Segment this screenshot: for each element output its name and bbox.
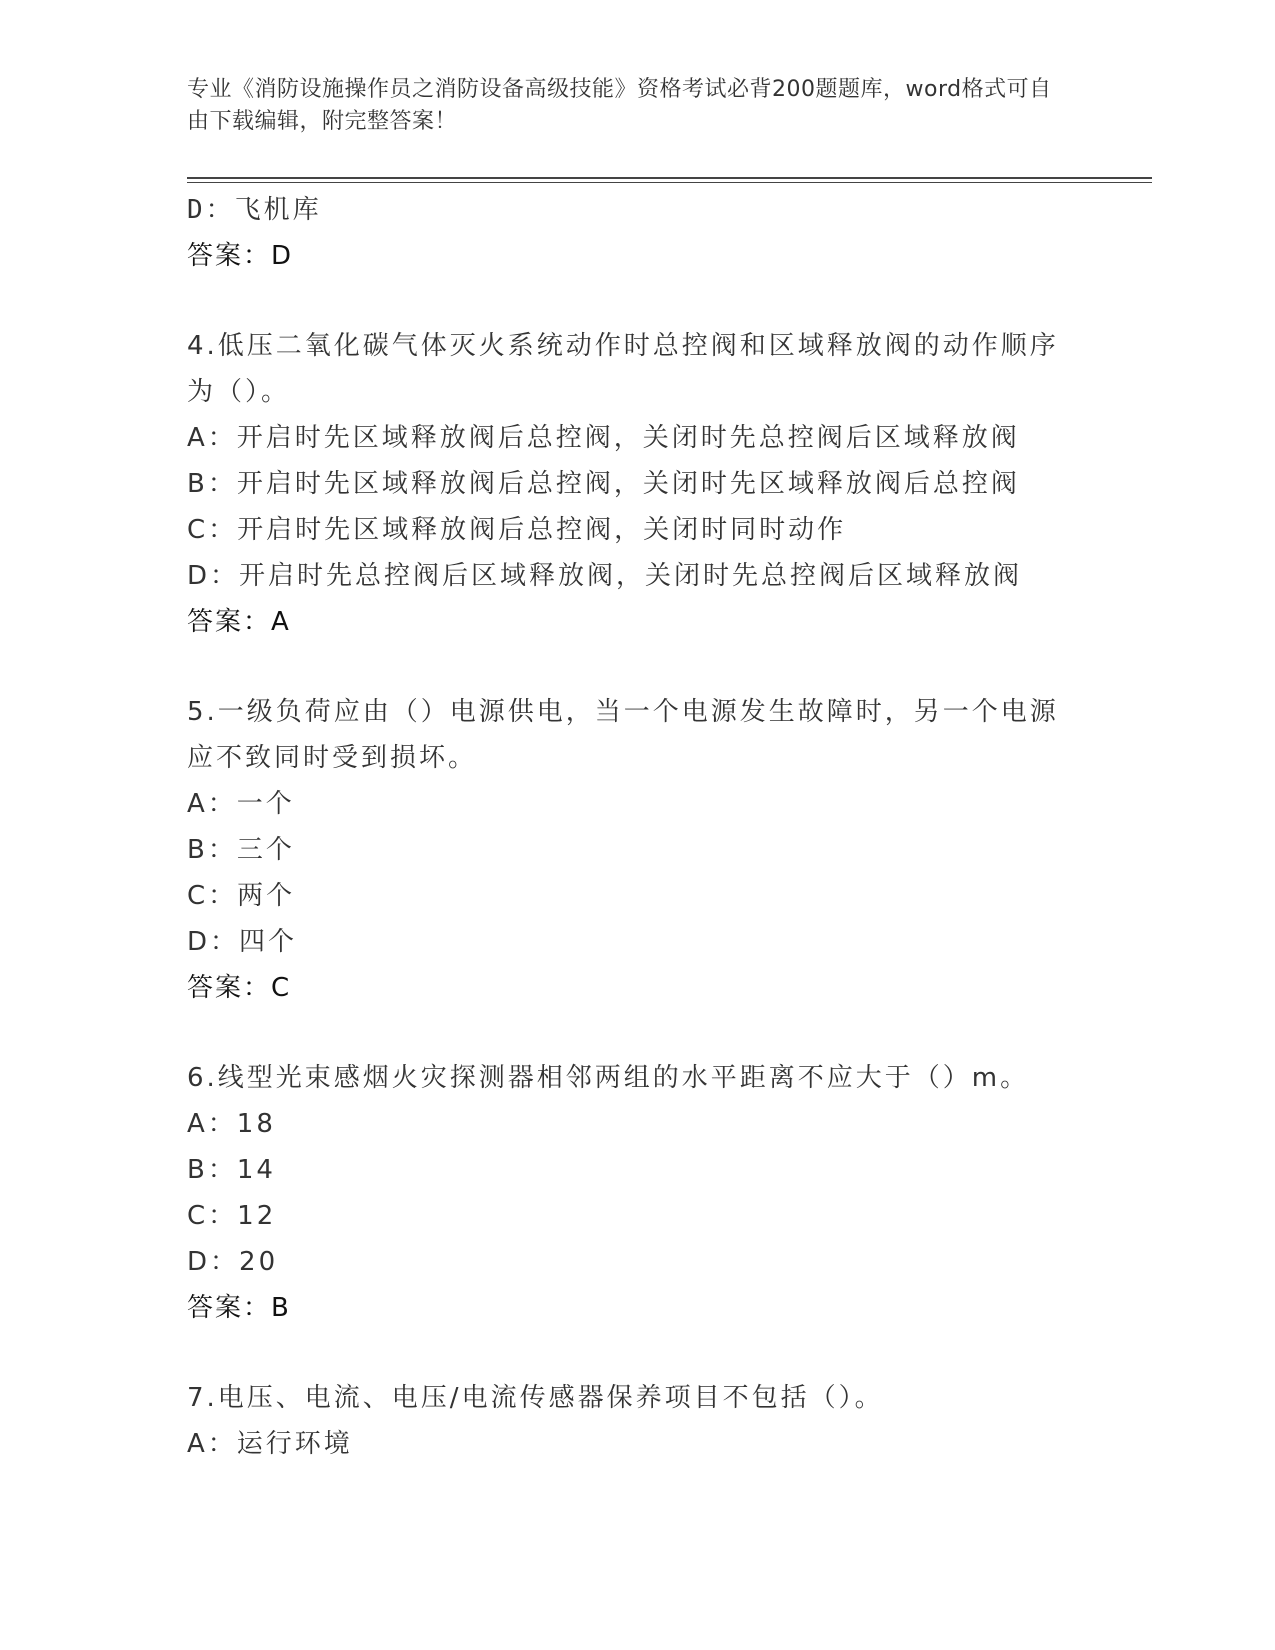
question-stem: 6.线型光束感烟火灾探测器相邻两组的水平距离不应大于（）m。 <box>187 1063 1030 1093</box>
question-6 <box>187 1055 1067 1331</box>
option-b: B：开启时先区域释放阀后总控阀，关闭时先区域释放阀后总控阀 <box>187 469 1020 499</box>
question-stem: 4.低压二氧化碳气体灭火系统动作时总控阀和区域释放阀的动作顺序为（）。 <box>187 331 1059 407</box>
option-c: C：开启时先区域释放阀后总控阀，关闭时同时动作 <box>187 515 847 545</box>
question-stem: 5.一级负荷应由（）电源供电，当一个电源发生故障时，另一个电源应不致同时受到损坏。 <box>187 697 1059 773</box>
question-4 <box>187 323 1067 645</box>
answer: 答案：C <box>187 973 292 1003</box>
option-c: C：12 <box>187 1201 277 1231</box>
option-a: A：一个 <box>187 789 295 819</box>
answer: 答案：A <box>187 607 291 637</box>
question-stem: 7.电压、电流、电压/电流传感器保养项目不包括（）。 <box>187 1383 884 1413</box>
option-a: A：运行环境 <box>187 1429 353 1459</box>
question-list <box>187 187 1067 1511</box>
answer: 答案：B <box>187 1293 291 1323</box>
question-3-tail <box>187 187 1067 279</box>
question-5 <box>187 689 1067 1011</box>
header-rule-thick <box>187 177 1152 179</box>
option-a: A：18 <box>187 1109 276 1139</box>
question-7 <box>187 1375 1067 1467</box>
option-d: D：飞机库 <box>187 195 322 225</box>
answer: 答案：D <box>187 241 294 271</box>
option-d: D：四个 <box>187 927 298 957</box>
option-d: D：开启时先总控阀后区域释放阀，关闭时先总控阀后区域释放阀 <box>187 561 1023 591</box>
option-b: B：14 <box>187 1155 276 1185</box>
header-rule-thin <box>187 182 1152 183</box>
document-header: 专业《消防设施操作员之消防设备高级技能》资格考试必背200题题库，word格式可自由下载编辑，附完整答案！ <box>187 77 1052 134</box>
option-a: A：开启时先区域释放阀后总控阀，关闭时先总控阀后区域释放阀 <box>187 423 1020 453</box>
option-c: C：两个 <box>187 881 296 911</box>
option-d: D：20 <box>187 1247 279 1277</box>
option-b: B：三个 <box>187 835 295 865</box>
